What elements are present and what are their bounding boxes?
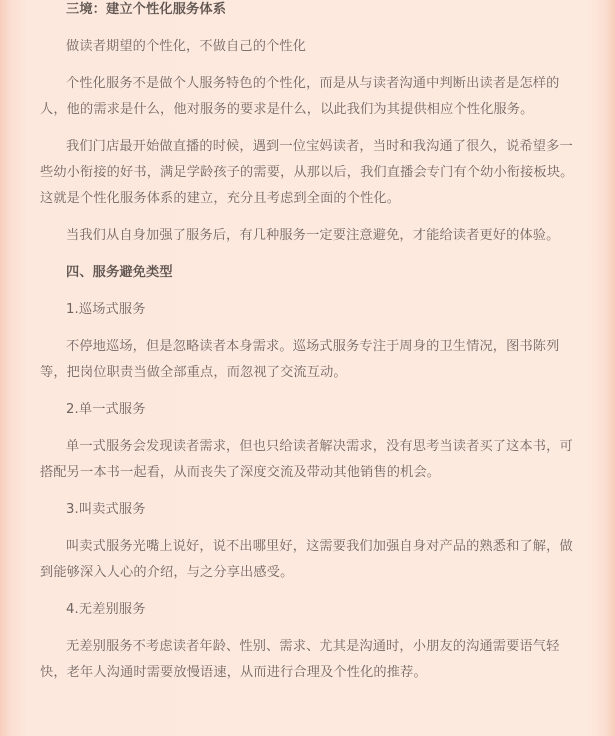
subheading-patrol-service: 1.巡场式服务: [66, 302, 146, 317]
section-heading-service-types: 四、服务避免类型: [66, 265, 173, 280]
paragraph-reader-expectation: 做读者期望的个性化，不做自己的个性化: [66, 39, 307, 54]
article-body: [40, 0, 575, 686]
paragraph-single-service: 单一式服务会发现读者需求，但也只给读者解决需求，没有思考当读者买了这本书，可搭配另一本书一起看，从而丧失了深度交流及带动其他销售的机会。: [40, 439, 573, 480]
section-heading-three-realms: 三境：建立个性化服务体系: [66, 2, 227, 17]
paragraph-patrol-service: 不停地巡场，但是忽略读者本身需求。巡场式服务专注于周身的卫生情况，图书陈列等，把岗位职责当做全部重点，而忽视了交流互动。: [40, 339, 560, 380]
left-border-decoration: [0, 0, 12, 736]
paragraph-hawking-service: 叫卖式服务光嘴上说好，说不出哪里好，这需要我们加强自身对产品的熟悉和了解，做到能够深入人心的介绍，与之分享出感受。: [40, 539, 573, 580]
paragraph-avoid-services: 当我们从自身加强了服务后，有几种服务一定要注意避免，才能给读者更好的体验。: [66, 228, 560, 243]
subheading-hawking-service: 3.叫卖式服务: [66, 502, 146, 517]
subheading-undifferentiated-service: 4.无差别服务: [66, 602, 146, 617]
right-border-decoration: [603, 0, 615, 736]
paragraph-personalized-service: 个性化服务不是做个人服务特色的个性化，而是从与读者沟通中判断出读者是怎样的人，他的需求是什么，他对服务的要求是什么，以此我们为其提供相应个性化服务。: [40, 76, 560, 117]
paragraph-livestream-example: 我们门店最开始做直播的时候，遇到一位宝妈读者，当时和我沟通了很久，说希望多一些幼小衔接的好书，满足学龄孩子的需要，从那以后，我们直播会专门有个幼小衔接板块。这就是个性化服务体系的建立，充分且考虑到全面的个性化。: [40, 139, 574, 206]
subheading-single-service: 2.单一式服务: [66, 402, 146, 417]
paragraph-undifferentiated-service: 无差别服务不考虑读者年龄、性别、需求、尤其是沟通时，小朋友的沟通需要语气轻快，老年人沟通时需要放慢语速，从而进行合理及个性化的推荐。: [40, 639, 560, 680]
